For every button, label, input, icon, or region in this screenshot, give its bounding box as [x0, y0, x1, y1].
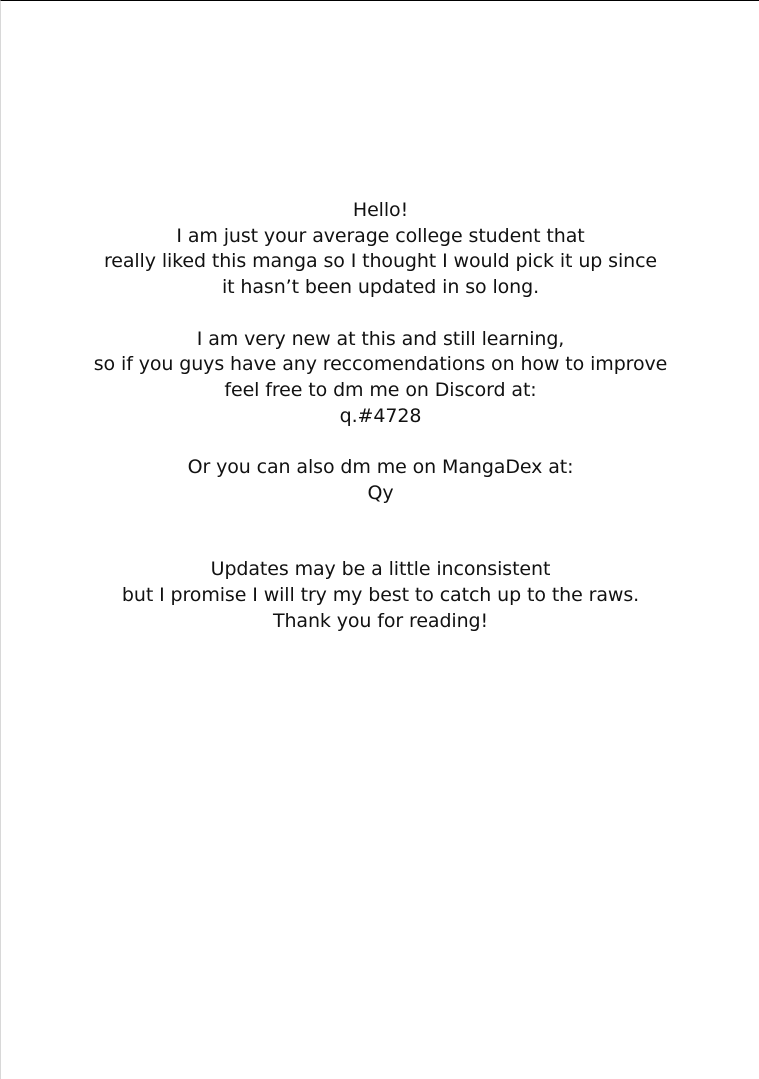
mangadex-paragraph [1, 455, 759, 506]
greeting: Hello! [352, 199, 409, 221]
intro-line: I am just your average college student that [176, 224, 585, 247]
closing-line: Updates may be a little inconsistent [210, 558, 551, 581]
feedback-line: I am very new at this and still learning, [196, 327, 565, 350]
intro-line: really liked this manga so I thought I would pick it up since [103, 250, 658, 273]
translator-note [1, 198, 759, 635]
discord-handle: q.#4728 [339, 404, 422, 427]
feedback-line: feel free to dm me on Discord at: [224, 378, 537, 401]
closing-line: but I promise I will try my best to catch up to the raws. [121, 584, 640, 607]
paragraph-spacer [1, 506, 759, 557]
paragraph-spacer [1, 301, 759, 327]
mangadex-prompt: Or you can also dm me on MangaDex at: [187, 456, 574, 478]
closing-paragraph [1, 557, 759, 634]
closing-line: Thank you for reading! [272, 609, 489, 632]
intro-paragraph [1, 198, 759, 301]
mangadex-handle: Qy [367, 481, 394, 504]
feedback-line: so if you guys have any reccomendations on how to improve [93, 353, 668, 376]
feedback-paragraph [1, 327, 759, 430]
intro-line: it hasn’t been updated in so long. [221, 276, 540, 299]
paragraph-spacer [1, 429, 759, 455]
